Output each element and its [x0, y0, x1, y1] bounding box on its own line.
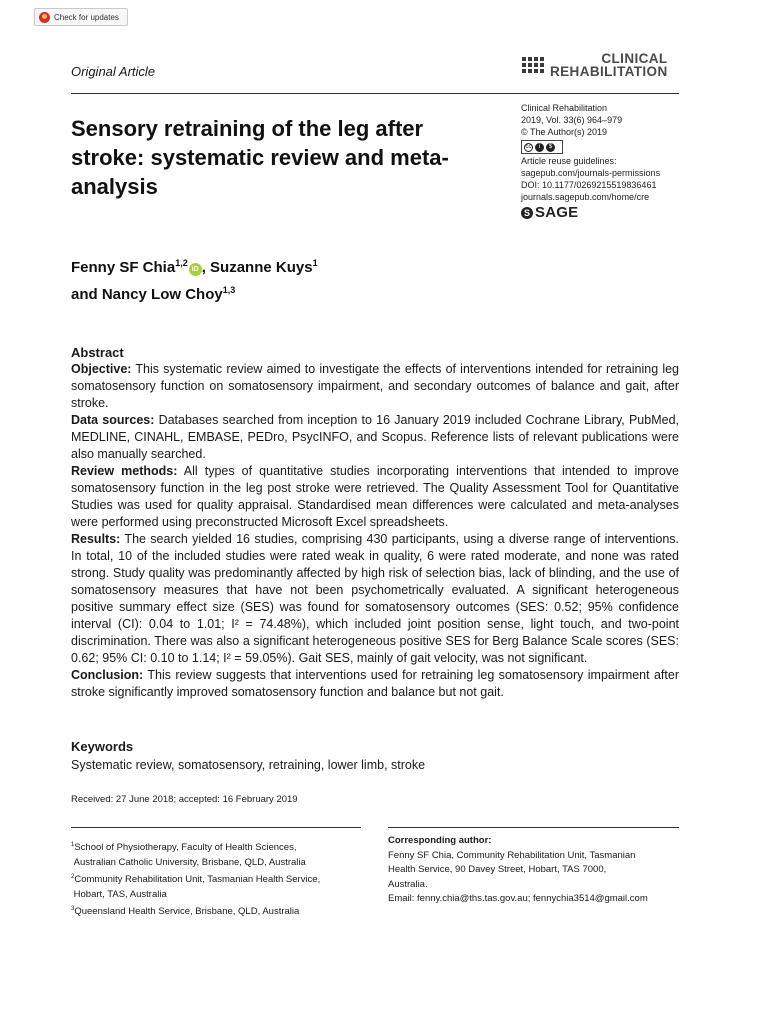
cc-icon: cc: [525, 143, 532, 150]
doi-link[interactable]: DOI: 10.1177/0269215519836461: [521, 180, 657, 190]
keywords-text: Systematic review, somatosensory, retraining, lower limb, stroke: [71, 758, 426, 772]
affiliation-item: [71, 870, 371, 888]
volume-info: 2019, Vol. 33(6) 964–979: [521, 115, 623, 125]
corresponding-author-email[interactable]: Email: fenny.chia@ths.tas.gov.au; fennychia3514@gmail.com: [388, 893, 648, 904]
author-list: [71, 252, 318, 306]
abstract: [71, 344, 679, 701]
author-affiliation-sup: 1: [312, 258, 318, 268]
affiliation-line: Community Rehabilitation Unit, Tasmanian Health Service,: [74, 874, 321, 886]
abstract-results-label: Results:: [71, 532, 121, 546]
check-for-updates-button[interactable]: [34, 8, 128, 26]
orcid-icon[interactable]: iD: [189, 263, 202, 276]
footnote-divider-right: [388, 827, 679, 828]
journal-home-link[interactable]: journals.sagepub.com/home/cre: [521, 192, 650, 202]
abstract-conclusion-label: Conclusion:: [71, 668, 144, 682]
journal-name: Clinical Rehabilitation: [521, 103, 608, 113]
article-meta: [521, 102, 660, 219]
affiliation-item: [71, 902, 371, 920]
cc-nc-icon: $: [546, 143, 555, 152]
author-affiliation-sup: 1,2: [175, 258, 188, 268]
publisher-name: SAGE: [535, 204, 579, 221]
abstract-data-sources-text: Databases searched from inception to 16 January 2019 included Cochrane Library, PubMed, MEDLINE, CINAHL, EMBASE, PEDro, PsycINFO, and Scopus. Reference lists of relevant publications were also manually searched.: [71, 413, 679, 461]
footnote-divider-left: [71, 827, 361, 828]
reuse-link[interactable]: sagepub.com/journals-permissions: [521, 168, 661, 178]
author-name[interactable]: Fenny SF Chia: [71, 259, 176, 276]
abstract-conclusion: [71, 667, 679, 701]
author-separator: ,: [201, 259, 211, 276]
journal-logo: [522, 52, 668, 78]
abstract-data-sources-label: Data sources:: [71, 413, 155, 427]
author-affiliation-sup: 1,3: [222, 285, 236, 295]
sage-icon: S: [521, 207, 533, 219]
crossmark-icon: [39, 12, 50, 23]
creative-commons-license-icon[interactable]: [521, 140, 563, 154]
publisher-logo: [521, 204, 660, 221]
check-for-updates-label: Check for updates: [54, 12, 119, 22]
journal-logo-icon: [522, 57, 544, 73]
abstract-results: [71, 531, 679, 667]
affiliation-item-cont: [71, 856, 371, 871]
keywords-heading: Keywords: [71, 739, 134, 754]
affiliation-sup: 3: [71, 906, 75, 913]
cc-by-icon: i: [535, 143, 544, 152]
abstract-objective: [71, 361, 679, 412]
abstract-results-text: The search yielded 16 studies, comprising 430 participants, using a diverse range of interventions. In total, 10 of the included studies were rated weak in quality, 6 were rated moderate, and none was rated strong. Study quality was predominantly affected by high risk of selection bias, lack of blinding, and the use of somatosensory measures that have not been psychometrically evaluated. A significant heterogeneous positive summary effect size (SES) was found for somatosensory outcomes (SES: 0.52; 95% confidence interval (CI): 0.04 to 1.01; I² = 74.48%), which included joint position sense, light touch, and two-point discrimination. There was also a significant heterogeneous positive SES for Berg Balance Scale scores (SES: 0.62; 95% CI: 0.10 to 1.14; I² = 59.05%). Gait SES, mainly of gait velocity, was not significant.: [71, 532, 679, 665]
abstract-review-methods: [71, 463, 679, 531]
author-name[interactable]: Nancy Low Choy: [101, 286, 223, 303]
reuse-label: Article reuse guidelines:: [521, 156, 617, 166]
journal-logo-line2: REHABILITATION: [550, 64, 668, 79]
affiliation-item: [71, 838, 371, 856]
article-title: Sensory retraining of the leg after stroke: systematic review and meta-analysis: [71, 116, 449, 199]
author-name[interactable]: Suzanne Kuys: [210, 259, 313, 276]
affiliation-line: Queensland Health Service, Brisbane, QLD, Australia: [74, 906, 300, 918]
affiliation-sup: 1: [71, 842, 75, 848]
corresponding-author: [388, 834, 679, 907]
abstract-review-methods-label: Review methods:: [71, 464, 178, 478]
abstract-review-methods-text: All types of quantitative studies incorporating interventions that intended to improve somatosensory function in the leg post stroke were retrieved. The Quality Assessment Tool for Quantitative Studies was used for quality appraisal. Standardised mean differences were calculated and meta-analyses were performed using preconstructed Microsoft Excel spreadsheets.: [71, 464, 679, 529]
article-type: Original Article: [71, 64, 156, 79]
abstract-heading: Abstract: [71, 345, 124, 360]
abstract-objective-label: Objective:: [71, 362, 132, 376]
affiliation-line: School of Physiotherapy, Faculty of Health Sciences,: [74, 842, 297, 854]
affiliation-item-cont: [71, 888, 371, 903]
affiliation-line: Australian Catholic University, Brisbane, QLD, Australia: [73, 856, 306, 868]
abstract-data-sources: [71, 412, 679, 463]
copyright: © The Author(s) 2019: [521, 127, 608, 137]
author-conjunction: and: [71, 286, 102, 303]
received-dates: Received: 27 June 2018; accepted: 16 February 2019: [71, 794, 298, 805]
affiliation-line: Hobart, TAS, Australia: [73, 888, 167, 900]
header-divider: [71, 93, 679, 94]
corresponding-author-name: Fenny SF Chia, Community Rehabilitation Unit, Tasmanian: [388, 849, 636, 861]
affiliation-sup: 2: [71, 874, 75, 881]
journal-logo-line1: CLINICAL: [601, 51, 668, 66]
corresponding-author-address: Australia.: [388, 878, 428, 890]
abstract-conclusion-text: This review suggests that interventions used for retraining leg somatosensory impairment after stroke significantly improved somatosensory function and balance but not gait.: [71, 668, 679, 699]
corresponding-author-label: Corresponding author:: [388, 835, 492, 846]
affiliations: [71, 838, 371, 920]
corresponding-author-address: Health Service, 90 Davey Street, Hobart, TAS 7000,: [388, 864, 607, 875]
abstract-objective-text: This systematic review aimed to investigate the effects of interventions intended for retraining leg somatosensory function on somatosensory impairment, and secondary outcomes of balance and gait, after stroke.: [71, 362, 679, 410]
